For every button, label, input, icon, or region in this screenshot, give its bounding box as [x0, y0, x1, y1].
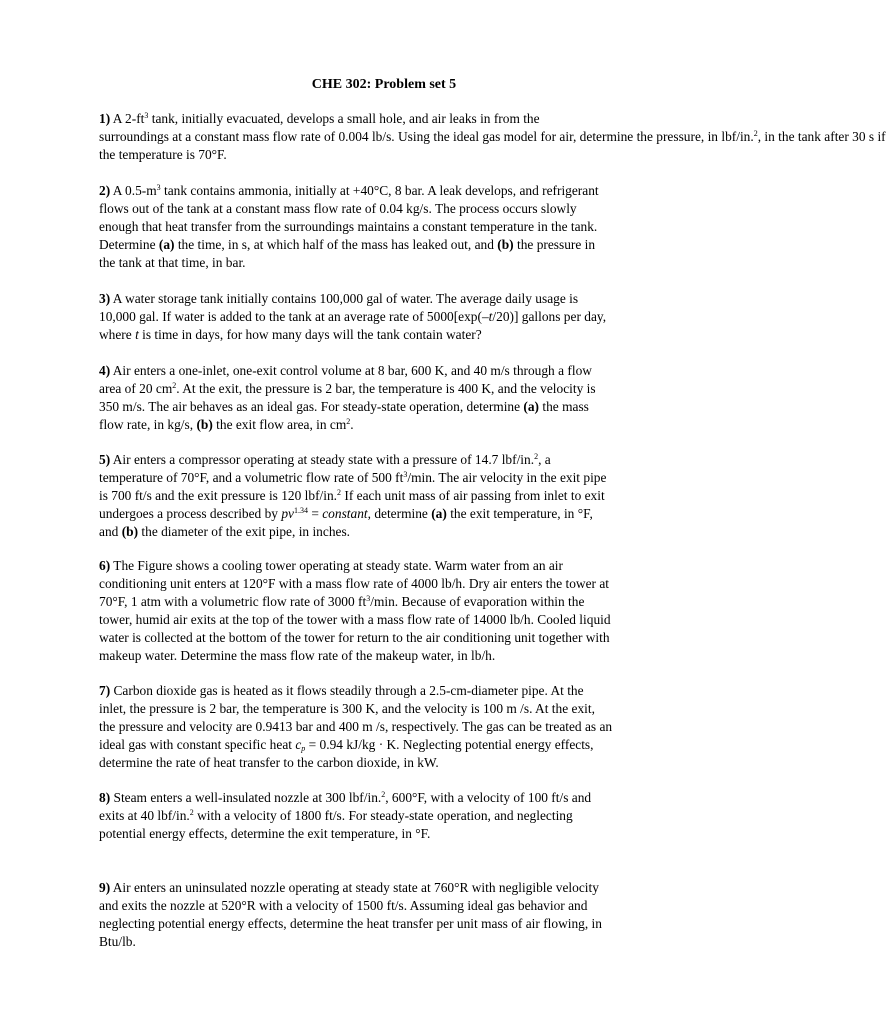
problem-text-line: 1) A $2-ft^3$ tank, initially evacuated, develops a small hole, and air leaks in from the: [99, 111, 540, 126]
problem-text-line: area of 20 $cm^2$. At the exit, the pressure is 2 bar, the temperature is 400 K, and the velocity is: [99, 381, 596, 396]
problem-8: [99, 789, 679, 843]
problem-text-line: makeup water. Determine the mass flow rate of the makeup water, in lb/h.: [99, 648, 496, 663]
problem-number: 3): [99, 291, 111, 306]
problem-text-line: temperature of 70°F, and a volumetric flow rate of 500 $ft^3/\min$. The air velocity in the exit pipe: [99, 470, 607, 485]
problem-text-line: 4) Air enters a one-inlet, one-exit control volume at 8 bar, 600 K, and 40 m/s through a flow: [99, 363, 592, 378]
problem-6: [99, 557, 679, 665]
problem-number: 9): [99, 880, 111, 895]
problem-number: 6): [99, 558, 111, 573]
problem-text-line: ideal gas with constant specific heat $c_p = 0.94$ kJ/kg · K. Neglecting potential energy effects,: [99, 737, 594, 753]
problem-text-line: the pressure and velocity are 0.9413 bar and 400 m /s, respectively. The gas can be treated as an: [99, 719, 613, 734]
problem-text-line: neglecting potential energy effects, determine the heat transfer per unit mass of air flowing, in: [99, 916, 602, 931]
problem-text-line: 3) A water storage tank initially contains 100,000 gal of water. The average daily usage is: [99, 291, 579, 306]
problem-5: [99, 451, 679, 541]
problem-text-line: water is collected at the bottom of the tower for return to the air conditioning unit together with: [99, 630, 610, 645]
problem-text-line: is 700 ft/s and the exit pressure is 120 lbf/in.$^2$ If each unit mass of air passing from inlet to exit: [99, 488, 605, 503]
problem-text-line: conditioning unit enters at 120°F with a mass flow rate of 4000 lb/h. Dry air enters the tower at: [99, 576, 609, 591]
problem-9: [99, 879, 679, 951]
problem-text-line: where t is time in days, for how many days will the tank contain water?: [99, 327, 482, 342]
problem-text-line: 9) Air enters an uninsulated nozzle operating at steady state at 760°R with negligible velocity: [99, 880, 599, 895]
page-title: CHE 302: Problem set 5: [311, 77, 457, 92]
problem-text-line: and exits the nozzle at 520°R with a velocity of 1500 ft/s. Assuming ideal gas behavior and: [99, 898, 588, 913]
problem-text-line: 5) Air enters a compressor operating at steady state with a pressure of 14.7 lbf/in.$^2$, a: [99, 452, 551, 467]
problem-text-line: Determine (a) the time, in s, at which half of the mass has leaked out, and (b) the pressure in: [99, 237, 596, 252]
problem-4: [99, 362, 679, 434]
problem-text-line: exits at 40 lbf/in.$^2$ with a velocity of 1800 ft/s. For steady-state operation, and neglecting: [99, 808, 573, 823]
problem-text-line: 7) Carbon dioxide gas is heated as it flows steadily through a 2.5-cm-diameter pipe. At the: [99, 683, 584, 698]
problem-text-line: flow rate, in kg/s, (b) the exit flow area, in $cm^2$.: [99, 417, 354, 432]
problem-text-line: enough that heat transfer from the surroundings maintains a constant temperature in the tank.: [99, 219, 598, 234]
problem-number: 5): [99, 452, 111, 467]
problem-7: [99, 682, 679, 772]
problem-text-line: 2) A $0.5-m^3$ tank contains ammonia, initially at +40°C, 8 bar. A leak develops, and refrigerant: [99, 183, 599, 198]
problem-text-line: potential energy effects, determine the exit temperature, in °F.: [99, 826, 431, 841]
problem-text-line: 10,000 gal. If water is added to the tank at an average rate of 5000[exp(–t/20)] gallons per day,: [99, 309, 607, 324]
problem-text-line: 350 m/s. The air behaves as an ideal gas. For steady-state operation, determine (a) the mass: [99, 399, 589, 414]
problem-text-line: undergoes a process described by $pv^{1.34}$ = constant, determine (a) the exit temperature, in °F,: [99, 506, 593, 521]
problem-2: [99, 182, 679, 272]
problem-text-line: surroundings at a constant mass flow rate of 0.004 lb/s. Using the ideal gas model for air, determine the pressure, in lbf/in.$^2$, in the tank after 30 s if: [99, 129, 886, 144]
problem-text-line: the temperature is 70°F.: [99, 147, 227, 162]
problem-text-line: inlet, the pressure is 2 bar, the temperature is 300 K, and the velocity is 100 m /s. At the exit,: [99, 701, 595, 716]
problem-text-line: tower, humid air exits at the top of the tower with a mass flow rate of 14000 lb/h. Cooled liquid: [99, 612, 611, 627]
problem-text-line: and (b) the diameter of the exit pipe, in inches.: [99, 524, 351, 539]
problem-1: [99, 110, 886, 164]
problem-number: 2): [99, 183, 111, 198]
problem-text-line: the tank at that time, in bar.: [99, 255, 246, 270]
problem-text-line: 8) Steam enters a well-insulated nozzle at 300 lbf/in.$^2$, 600°F, with a velocity of 100 ft/s and: [99, 790, 592, 805]
problem-text-line: Btu/lb.: [99, 934, 136, 949]
problem-number: 8): [99, 790, 111, 805]
problem-text-line: flows out of the tank at a constant mass flow rate of 0.04 kg/s. The process occurs slowly: [99, 201, 577, 216]
problem-text-line: determine the rate of heat transfer to the carbon dioxide, in kW.: [99, 755, 439, 770]
problem-number: 1): [99, 111, 111, 126]
problem-text-line: 6) The Figure shows a cooling tower operating at steady state. Warm water from an air: [99, 558, 563, 573]
problem-text-line: 70°F, 1 atm with a volumetric flow rate of 3000 $ft^3/\min$. Because of evaporation within the: [99, 594, 585, 609]
problem-3: [99, 290, 679, 344]
problem-number: 4): [99, 363, 111, 378]
problem-number: 7): [99, 683, 111, 698]
